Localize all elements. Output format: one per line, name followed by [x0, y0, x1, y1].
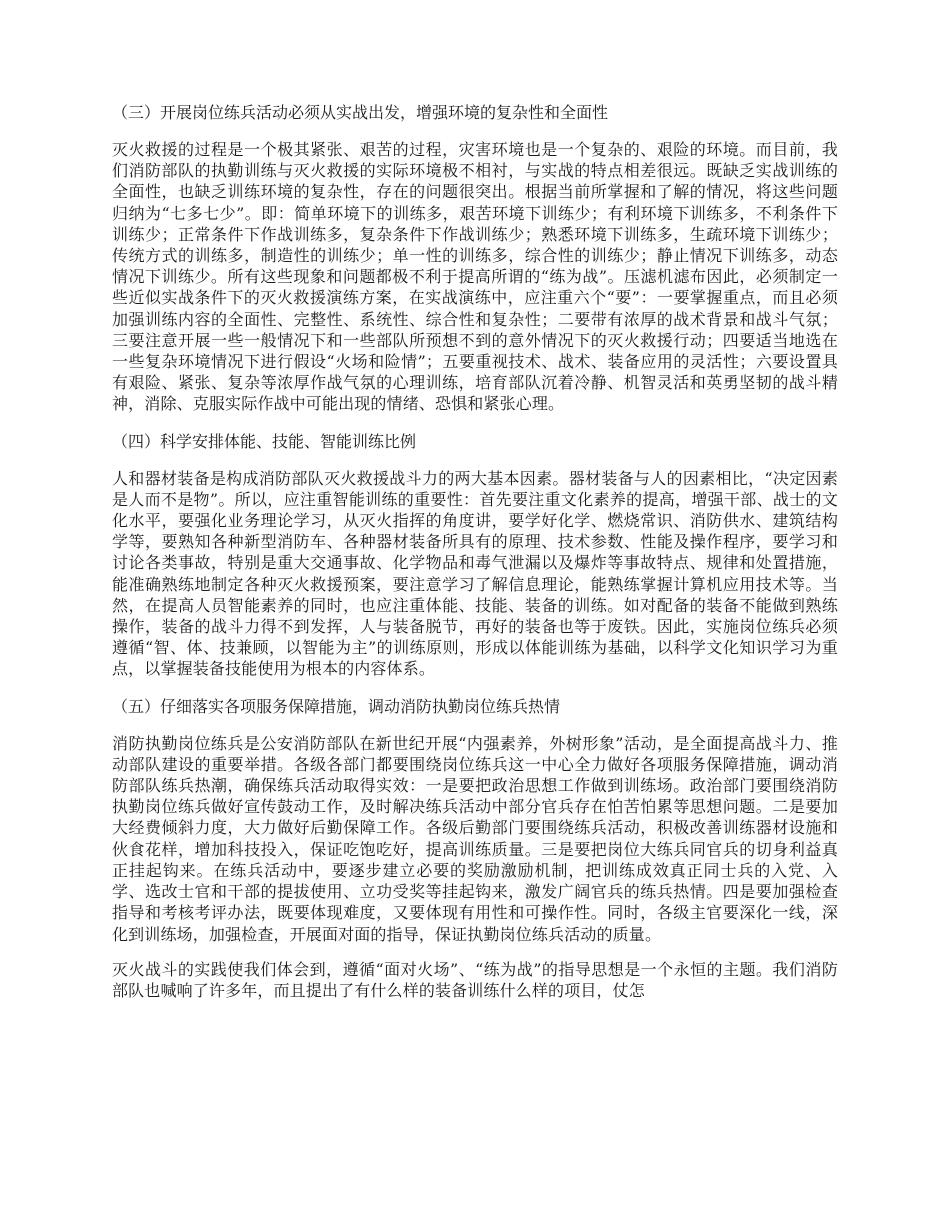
section-heading-3: （三）开展岗位练兵活动必须从实战出发，增强环境的复杂性和全面性: [112, 103, 609, 122]
closing-paragraph: 灭火战斗的实践使我们体会到，遵循“面对火场”、“练为战”的指导思想是一个永恒的主题。我们消防部队也喊响了许多年，而且提出了有什么样的装备训练什么样的项目，仗怎: [112, 959, 838, 1000]
section-heading-5: （五）仔细落实各项服务保障措施，调动消防执勤岗位练兵热情: [112, 696, 561, 716]
section-paragraph-4: 人和器材装备是构成消防部队灭火救援战斗力的两大基本因素。器材装备与人的因素相比，“决定因素是人而不是物”。所以，应注重智能训练的重要性：首先要注重文化素养的提高，增强干部、战士的文化水平，要强化业务理论学习，从灭火指挥的角度讲，要学好化学、燃烧常识、消防供水、建筑结构学等，要熟知各种新型消防车、各种器材装备所具有的原理、技术参数、性能及操作程序，要学习和讨论各类事故，特别是重大交通事故、化学物品和毒气泄漏以及爆炸等事故特点、规律和处置措施，能准确熟练地制定各种灭火救援预案，要注意学习了解信息理论，能熟练掌握计算机应用技术等。当然，在提高人员智能素养的同时，也应注重体能、技能、装备的训练。如对配备的装备不能做到熟练操作，装备的战斗力得不到发挥，人与装备脱节，再好的装备也等于废铁。因此，实施岗位练兵必须遵循“智、体、技兼顾，以智能为主”的训练原则，形成以体能训练为基础，以科学文化知识学习为重点，以掌握装备技能使用为根本的内容体系。: [112, 468, 838, 679]
document-body: [112, 100, 838, 1015]
section-paragraph-3: 灭火救援的过程是一个极其紧张、艰苦的过程，灾害环境也是一个复杂的、艰险的环境。而目前，我们消防部队的执勤训练与灭火救援的实际环境极不相衬，与实战的特点相差很远。既缺乏实战训练的全面性，也缺乏训练环境的复杂性，存在的问题很突出。根据当前所掌握和了解的情况，将这些问题归纳为“七多七少”。即：简单环境下的训练多，艰苦环境下训练少；有利环境下训练多，不利条件下训练少；正常条件下作战训练多，复杂条件下作战训练少；熟悉环境下训练多，生疏环境下训练少；传统方式的训练多，制造性的训练少；单一性的训练多，综合性的训练少；静止情况下训练多，动态情况下训练少。所有这些现象和问题都极不利于提高所谓的“练为战”。压滤机滤布因此，必须制定一些近似实战条件下的灭火救援演练方案，在实战演练中，应注重六个“要”：一要掌握重点，而且必须加强训练内容的全面性、完整性、系统性、综合性和复杂性；二要带有浓厚的战术背景和战斗气氛；三要注意开展一些一般情况下和一些部队所预想不到的意外情况下的灭火救援行动；四要适当地选在一些复杂环境情况下进行假设“火场和险情”；五要重视技术、战术、装备应用的灵活性；六要设置具有艰险、紧张、复杂等浓厚作战气氛的心理训练，培育部队沉着冷静、机智灵活和英勇坚韧的战斗精神，消除、克服实际作战中可能出现的情绪、恐惧和紧张心理。: [112, 140, 838, 414]
section-heading-4: （四）科学安排体能、技能、智能训练比例: [112, 431, 417, 451]
section-paragraph-5: 消防执勤岗位练兵是公安消防部队在新世纪开展“内强素养，外树形象”活动，是全面提高战斗力、推动部队建设的重要举措。各级各部门都要围绕岗位练兵这一中心全力做好各项服务保障措施，调动消防部队练兵热潮，确保练兵活动取得实效：一是要把政治思想工作做到训练场。政治部门要围绕消防执勤岗位练兵做好宣传鼓动工作，及时解决练兵活动中部分官兵存在怕苦怕累等思想问题。二是要加大经费倾斜力度，大力做好后勤保障工作。各级后勤部门要围绕练兵活动，积极改善训练器材设施和伙食花样，增加科技投入，保证吃饱吃好，提高训练质量。三是要把岗位大练兵同官兵的切身利益真正挂起钩来。在练兵活动中，要逐步建立必要的奖励激励机制，把训练成效真正同士兵的入党、入学、选改士官和干部的提拔使用、立功受奖等挂起钩来，激发广阔官兵的练兵热情。四是要加强检查指导和考核考评办法，既要体现难度，又要体现有用性和可操作性。同时，各级主官要深化一线，深化到训练场，加强检查，开展面对面的指导，保证执勤岗位练兵活动的质量。: [112, 733, 838, 944]
